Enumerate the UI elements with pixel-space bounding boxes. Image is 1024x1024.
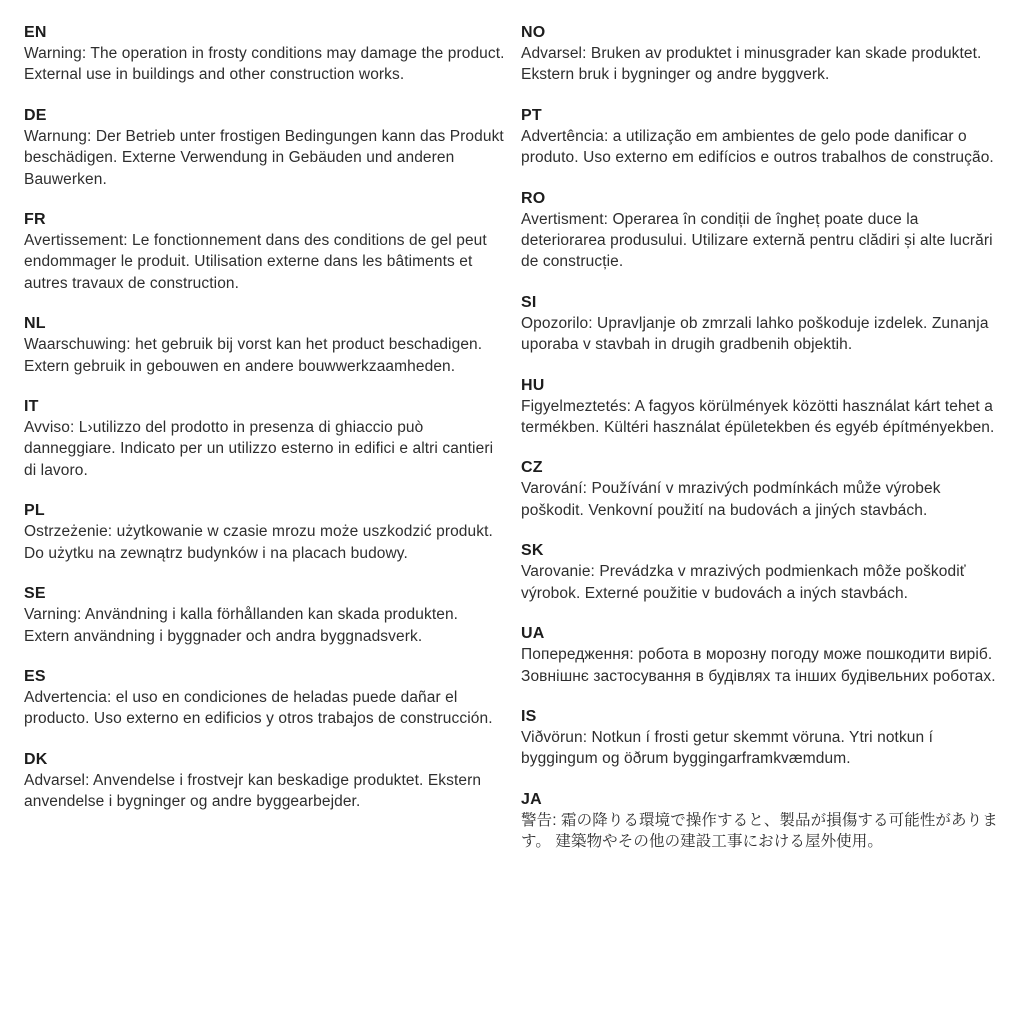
language-code: IT bbox=[24, 398, 39, 416]
warning-text: Viðvörun: Notkun í frosti getur skemmt vöruna. Ytri notkun í byggingum og öðrum byggingarframkvæmdum. bbox=[521, 728, 934, 768]
language-code: PT bbox=[521, 106, 542, 124]
language-code: SE bbox=[24, 585, 46, 603]
warning-text: Varning: Användning i kalla förhållanden kan skada produkten. Extern användning i byggnader och andra byggnadsverk. bbox=[24, 606, 459, 645]
warning-text: Ostrzeżenie: użytkowanie w czasie mrozu może uszkodzić produkt. Do użytku na zewnątrz budynków i na placach budowy. bbox=[24, 523, 493, 562]
language-section-ua bbox=[521, 623, 1004, 687]
language-code: SK bbox=[521, 542, 544, 560]
language-code: RO bbox=[521, 189, 546, 207]
language-code: DE bbox=[24, 106, 47, 124]
language-section-cz bbox=[521, 457, 1004, 521]
language-section-sk bbox=[521, 540, 1004, 604]
left-column bbox=[24, 22, 507, 1004]
language-section-pt bbox=[521, 105, 1004, 169]
language-section-hu bbox=[521, 375, 1004, 439]
right-column bbox=[521, 22, 1004, 1004]
warning-text: Warning: The operation in frosty conditions may damage the product. External use in buildings and other construction works. bbox=[24, 45, 505, 84]
language-section-fr bbox=[24, 209, 507, 294]
language-section-it bbox=[24, 396, 507, 481]
language-code: PL bbox=[24, 502, 45, 520]
language-code: NO bbox=[521, 24, 546, 41]
language-code: NL bbox=[24, 315, 46, 333]
language-code: EN bbox=[24, 24, 47, 41]
language-code: CZ bbox=[521, 459, 543, 477]
language-code: DK bbox=[24, 750, 48, 768]
language-section-is bbox=[521, 706, 1004, 770]
warning-text: Avertisment: Operarea în condiții de îngheț poate duce la deteriorarea produsului. Utilizare externă pentru clădiri și alte lucrări de construcție. bbox=[521, 210, 993, 271]
language-section-nl bbox=[24, 313, 507, 377]
warning-text: Avertissement: Le fonctionnement dans des conditions de gel peut endommager le produit. Utilisation externe dans les bâtiments et autres travaux de construction. bbox=[24, 232, 487, 292]
warning-text: Advertencia: el uso en condiciones de heladas puede dañar el producto. Uso externo en edificios y otros trabajos de construcción. bbox=[24, 688, 493, 728]
warning-text: Waarschuwing: het gebruik bij vorst kan het product beschadigen. Extern gebruik in gebouwen en andere bouwwerkzaamheden. bbox=[24, 336, 483, 375]
warning-text: Opozorilo: Upravljanje ob zmrzali lahko poškoduje izdelek. Zunanja uporaba v stavbah in drugih gradbenih objektih. bbox=[521, 314, 989, 354]
warning-text: Warnung: Der Betrieb unter frostigen Bedingungen kann das Produkt beschädigen. Externe Verwendung in Gebäuden und anderen Bauwerken. bbox=[24, 127, 504, 188]
language-section-dk bbox=[24, 749, 507, 813]
language-section-pl bbox=[24, 500, 507, 564]
language-code: FR bbox=[24, 211, 46, 229]
language-section-en bbox=[24, 22, 507, 86]
language-section-ro bbox=[521, 188, 1004, 273]
warning-text: 警告: 霜の降りる環境で操作すると、製品が損傷する可能性があります。 建築物やその他の建設工事における屋外使用。 bbox=[521, 811, 998, 851]
warning-text: Figyelmeztetés: A fagyos körülmények közötti használat kárt tehet a termékben. Kültéri használat épületekben és egyéb építményekben. bbox=[521, 397, 995, 437]
warning-text: Advarsel: Bruken av produktet i minusgrader kan skade produktet. Ekstern bruk i bygninger og andre byggverk. bbox=[521, 45, 982, 84]
warning-text: Avviso: L›utilizzo del prodotto in presenza di ghiaccio può danneggiare. Indicato per un utilizzo esterno in edifici e altri cantieri di lavoro. bbox=[24, 419, 494, 479]
warning-text: Varovanie: Prevádzka v mrazivých podmienkach môže poškodiť výrobok. Externé použitie v budovách a iných stavbách. bbox=[521, 563, 966, 602]
language-code: IS bbox=[521, 707, 537, 725]
warning-text: Varování: Používání v mrazivých podmínkách může výrobek poškodit. Venkovní použití na budovách a jiných stavbách. bbox=[521, 480, 941, 519]
language-code: SI bbox=[521, 293, 537, 311]
warning-text: Advarsel: Anvendelse i frostvejr kan beskadige produktet. Ekstern anvendelse i bygninger og andre byggearbejder. bbox=[24, 771, 482, 811]
language-section-no bbox=[521, 22, 1004, 86]
language-code: ES bbox=[24, 667, 46, 685]
warning-text: Advertência: a utilização em ambientes de gelo pode danificar o produto. Uso externo em edifícios e outros trabalhos de construção. bbox=[521, 127, 994, 167]
warning-text: Попередження: робота в морозну погоду може пошкодити виріб. Зовнішнє застосування в будівлях та інших будівельних роботах. bbox=[521, 646, 996, 685]
language-section-si bbox=[521, 292, 1004, 356]
language-section-es bbox=[24, 666, 507, 730]
language-section-de bbox=[24, 105, 507, 190]
language-section-se bbox=[24, 583, 507, 647]
language-section-ja bbox=[521, 789, 1004, 853]
language-code: HU bbox=[521, 376, 545, 394]
language-code: JA bbox=[521, 790, 542, 808]
language-code: UA bbox=[521, 625, 545, 643]
